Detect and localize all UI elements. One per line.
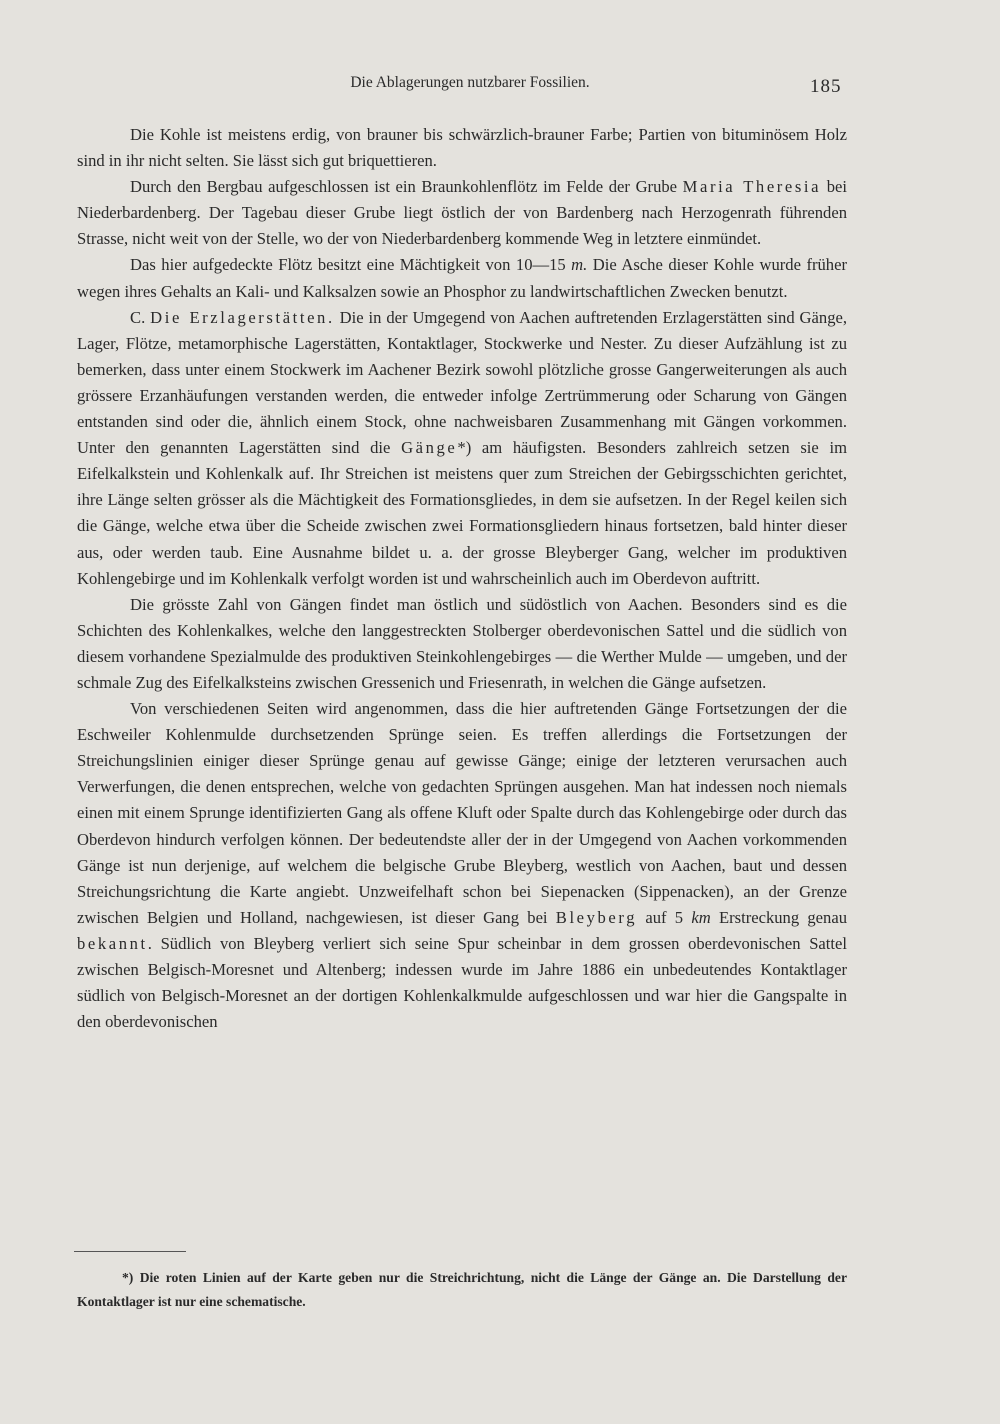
paragraph-text: *) am häufigsten. Besonders zahlreich setzen sie im Eifelkalkstein und Kohlenkalk auf. Ihr Streichen ist meistens quer zum Streichen der Gebirgsschichten gerichtet, ihre Länge selten grösser als die Mächtigkeit des Formationsgliedes, in dem sie aufsetzen. In der Regel keilen sich die Gänge, welche etwa über die Scheide zwischen zwei Formationsgliedern hinaus fortsetzen, bald hinter dieser aus, oder werden taub. Eine Ausnahme bildet u. a. der grosse Bleyberger Gang, welcher im produktiven Kohlengebirge und im Kohlenkalk verfolgt worden ist und wahrscheinlich auch im Oberdevon auftritt. [77,438,847,588]
place-name: Bleyberg [555,907,638,927]
mine-name: Maria Theresia [682,177,822,197]
paragraph-text: Die Asche dieser Kohle wurde früher wegen ihres Gehalts an Kali- und Kalksalzen sowie an Phosphor zu landwirtschaftlichen Zwecken benutzt. [77,255,847,301]
paragraph-text: Die grösste Zahl von Gängen findet man östlich und südöstlich von Aachen. Besonders sind es die Schichten des Kohlenkalkes, welche den langgestreckten Stolberger oberdevonischen Sattel und die südlich von diesem vorhandene Spezialmulde des produktiven Steinkohlengebirges — die Werther Mulde — umgeben, und der schmale Zug des Eifelkalksteins zwischen Gressenich und Friesenrath, in welchen die Gänge aufsetzen. [77,594,847,692]
paragraph-text: Die in der Umgegend von Aachen auftretenden Erzlagerstätten sind Gänge, Lager, Flötze, metamorphische Lagerstätten, Kontaktlager, Stockwerke und Nester. Zu dieser Aufzählung ist zu bemerken, dass unter einem Stockwerk im Aachener Bezirk sowohl plötzliche grosse Gangerweiterungen als auch grössere Erzanhäufungen verstanden werden, die entweder infolge Zertrümmerung oder Scharung von Gängen entstanden sind oder die, ähnlich einem Stock, ohne nachweisbaren Zusammenhang mit Gängen vorkommen. Unter den genannten Lagerstätten sind die [77,307,848,458]
paragraph-text: Das hier aufgedeckte Flötz besitzt eine Mächtigkeit von [130,255,516,275]
running-title: Die Ablagerungen nutzbarer Fossilien. [350,74,590,91]
thickness-value: 10—15 [515,255,566,275]
paragraph-text: . Südlich von Bleyberg verliert sich seine Spur scheinbar in dem grossen oberdevonischen Sattel zwischen Belgisch-Moresnet und Altenberg; indessen wurde im Jahre 1886 ein unbedeutendes Kontaktlager südlich von Belgisch-Moresnet an der dortigen Kohlenkalkmulde aufgeschlossen und war hier die Gangspalte in den oberdevonischen [77,933,847,1032]
paragraph-text: auf 5 [637,907,692,927]
paragraph-text: Durch den Bergbau aufgeschlossen ist ein Braunkohlenflötz im Felde der Grube [130,177,683,197]
paragraph [77,305,847,592]
page-number: 185 [810,76,842,97]
paragraph-text: Die Kohle ist meistens erdig, von brauner bis schwärzlich-brauner Farbe; Partien von bituminösem Holz sind in ihr nicht selten. Sie lässt sich gut briquettieren. [77,125,847,171]
paragraph [77,696,847,1035]
paragraph-text: bei Niederbardenberg. Der Tagebau dieser Grube liegt östlich der von Bardenberg nach Herzogenrath führenden Strasse, nicht weit von der Stelle, wo der von Niederbardenberg kommende Weg in letztere einmündet. [77,177,848,249]
paragraph [77,174,847,252]
running-head [0,72,1000,96]
section-label: C. [130,307,151,327]
body-text [77,122,847,1035]
unit: km [691,907,711,927]
footnote-rule [74,1251,186,1252]
paragraph-text: Erstreckung genau [710,907,848,927]
unit: m. [571,255,588,275]
section-heading: Die Erzlagerstätten. [150,307,335,327]
paragraph [77,252,847,304]
emphasized-term: bekannt [77,933,148,953]
paragraph [77,592,847,696]
paragraph-text: Von verschiedenen Seiten wird angenommen, dass die hier auftretenden Gänge Fortsetzungen der die Eschweiler Kohlenmulde durchsetzenden Sprünge seien. Es treffen allerdings die Fortsetzungen der Streichungslinien einiger dieser Sprünge genau auf gewisse Gänge; einige der letzteren verursachen auch Verwerfungen, die denen entsprechen, welche von gedachten Sprüngen ausgehen. Man hat indessen noch niemals einen mit einem Sprunge identifizierten Gang als offene Kluft oder Spalte durch das Kohlengebirge oder durch das Oberdevon hindurch verfolgen können. Der bedeutendste aller der in der Umgegend von Aachen vorkommenden Gänge ist nun derjenige, auf welchem die belgische Grube Bleyberg, westlich von Aachen, baut und dessen Streichungsrichtung die Karte angiebt. Unzweifelhaft schon bei Siepenacken (Sippenacken), an der Grenze zwischen Belgien und Holland, nachgewiesen, ist dieser Gang bei [77,699,847,927]
paragraph [77,122,847,174]
emphasized-term: Gänge [401,438,458,458]
footnotes [77,1266,847,1314]
footnote: *) Die roten Linien auf der Karte geben nur die Streichrichtung, nicht die Länge der Gänge an. Die Darstellung der Kontaktlager ist nur eine schematische. [77,1270,847,1309]
